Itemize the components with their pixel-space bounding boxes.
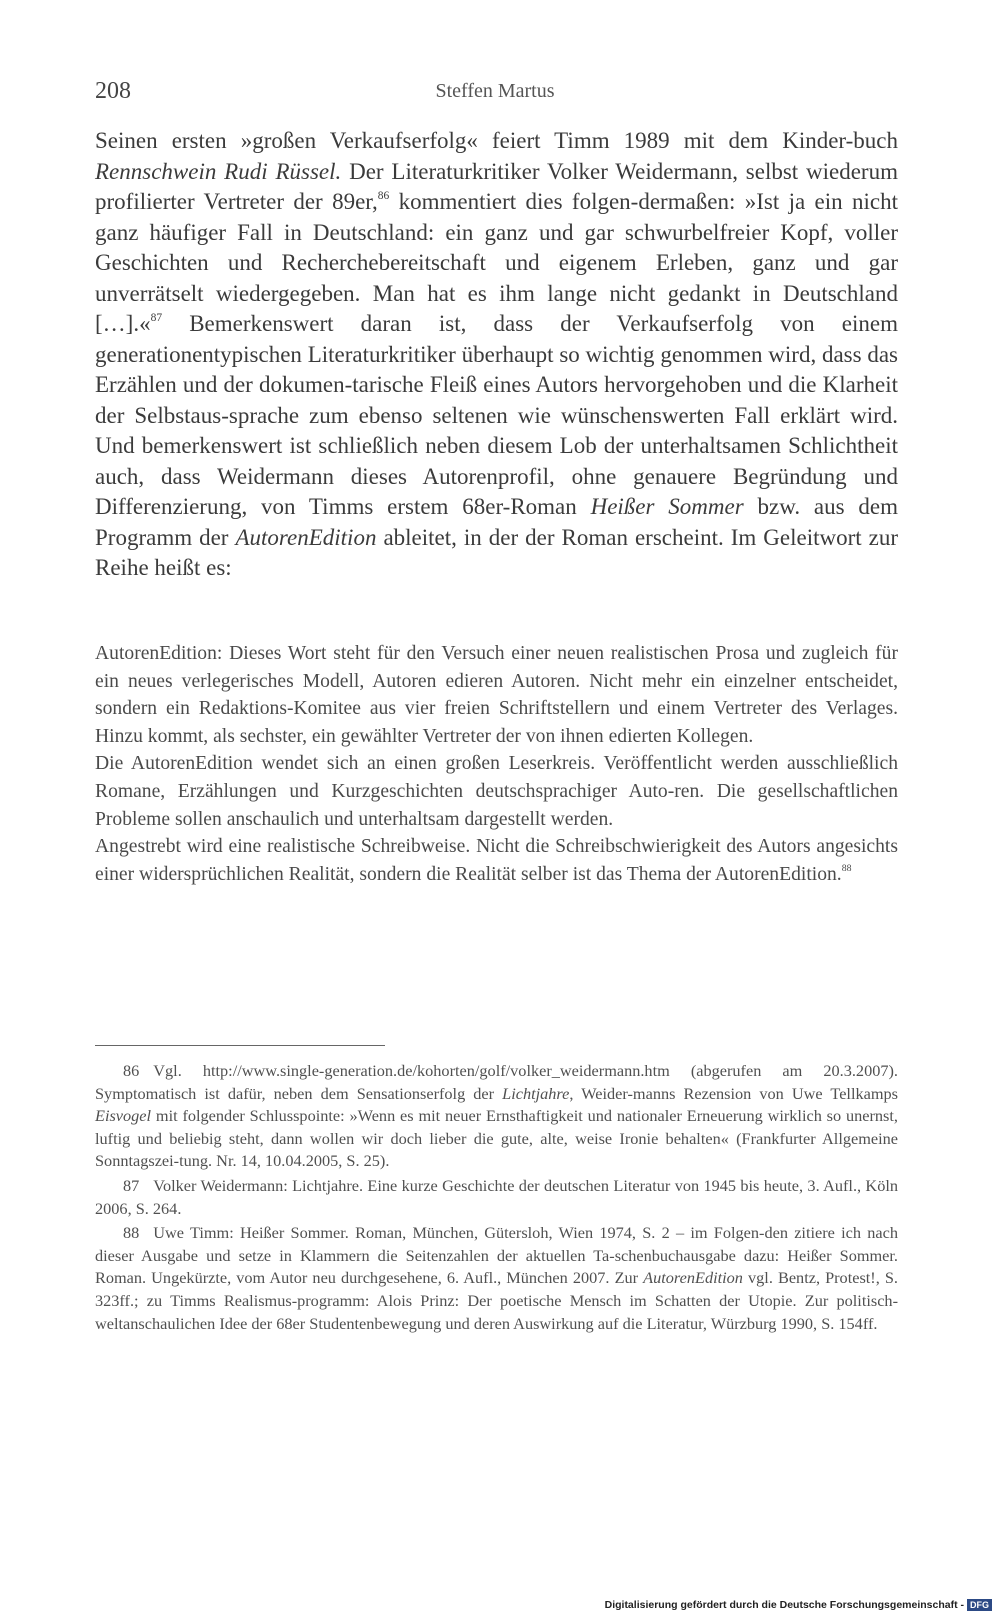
- footnote-text-run: Volker Weidermann: Lichtjahre. Eine kurze Geschichte der deutschen Literatur von 1945 bis heute, 3. Aufl., Köln 2006, S. 264.: [95, 1175, 898, 1218]
- body-paragraph: [95, 126, 898, 584]
- quote-paragraph-3: [95, 833, 898, 888]
- running-head: Steffen Martus: [435, 80, 555, 102]
- digitization-notice: [605, 1599, 992, 1611]
- footnote-ref-86[interactable]: 86: [377, 190, 390, 203]
- footnote-87: [95, 1175, 898, 1220]
- footnote-text-run: , Weider-manns Rezension von Uwe Tellkamps: [569, 1083, 898, 1103]
- footnote-text-run: Vgl. http://www.single-generation.de/kohorten/golf/volker_weidermann.htm (abgerufen am 20.3.2007). Symptomatisch ist dafür, neben dem Sensationserfolg der: [95, 1061, 898, 1103]
- page-header: [95, 78, 895, 108]
- footnote-88: [95, 1222, 898, 1335]
- body-text-run: Der Literaturkritiker Volker Weidermann, selbst wiederum profilierter Vertreter der 89er,: [95, 158, 898, 214]
- body-text: [95, 126, 898, 584]
- footnote-text-run: vgl. Bentz, Protest!, S. 323ff.; zu Timms Realismus-programm: Alois Prinz: Der poetische Mensch im Schatten der Utopie. Zur politisch-weltanschaulichen Idee der 68er Studentenbewegung und deren Auswirkung auf die Literatur, Würzburg 1990, S. 154ff.: [95, 1268, 898, 1333]
- footnote-text-run: mit folgender Schlusspointe: »Wenn es mit neuer Ernsthaftigkeit und nationaler Erneuerung wirklich so unernst, luftig und beliebig steht, dann wollen wir doch lieber die gute, alte, weise Ironie behalten« (Frankfurter Allgemeine Sonntagszei-tung. Nr. 14, 10.04.2005, S. 25).: [95, 1106, 898, 1171]
- footnote-ref-88[interactable]: 88: [841, 863, 852, 875]
- book-title-heisser-sommer: Heißer Sommer: [590, 494, 744, 519]
- quote-paragraph-2: Die AutorenEdition wendet sich an einen großen Leserkreis. Veröffentlicht werden ausschließlich Romane, Erzählungen und Kurzgeschichten deutschsprachiger Auto-ren. Die gesellschaftlichen Probleme sollen anschaulich und unterhaltsam dargestellt werden.: [95, 753, 898, 830]
- footnote-number: 88: [123, 1223, 140, 1243]
- footnotes: [95, 1060, 898, 1337]
- footnote-divider: [95, 1045, 385, 1046]
- footnote-number: 86: [123, 1061, 140, 1080]
- footnote-title: Eisvogel: [95, 1106, 152, 1126]
- footnote-ref-87[interactable]: 87: [150, 312, 163, 325]
- body-text-run: kommentiert dies folgen-dermaßen: »Ist ja ein nicht ganz häufiger Fall in Deutschland: ein ganz und gar schwurbelfreier Kopf, voller Geschichten und Recherchebereitschaft und eigenem Erleben, ganz und gar unverrätselt wiedergegeben. Man hat es ihm lange nicht gedankt in Deutschland […].«: [95, 189, 898, 336]
- footnote-title: AutorenEdition: [643, 1268, 743, 1288]
- series-title-autorenedition: AutorenEdition: [235, 524, 377, 550]
- page-number: 208: [95, 78, 131, 104]
- footnote-title: Lichtjahre: [502, 1083, 570, 1103]
- footnote-86: [95, 1060, 898, 1173]
- dfg-logo: DFG: [967, 1599, 992, 1611]
- body-text-run: ableitet, in der der Roman erscheint. Im Geleitwort zur Reihe heißt es:: [95, 524, 899, 580]
- digitization-notice-text: Digitalisierung gefördert durch die Deutsche Forschungsgemeinschaft -: [604, 1598, 964, 1611]
- quote-text-run: Angestrebt wird eine realistische Schreibweise. Nicht die Schreibschwierigkeit des Autors angesichts einer widersprüchlichen Realität, sondern die Realität selber ist das Thema der AutorenEdition.: [95, 836, 898, 885]
- body-text-run: Seinen ersten »großen Verkaufserfolg« feiert Timm 1989 mit dem Kinder-buch: [95, 128, 898, 153]
- block-quote: [95, 640, 898, 888]
- body-text-run: Bemerkenswert daran ist, dass der Verkaufserfolg von einem generationentypischen Literaturkritiker überhaupt so wichtig genommen wird, dass das Erzählen und der dokumen-tarische Fleiß eines Autors hervorgehoben und die Klarheit der Selbstaus-sprache zum ebenso seltenen wie wünschenswerten Fall erklärt wird. Und bemerkenswert ist schließlich neben diesem Lob der unterhaltsamen Schlichtheit auch, dass Weidermann dieses Autorenprofil, ohne genauere Begründung und Differenzierung, von Timms erstem 68er-Roman: [95, 311, 898, 519]
- footnote-number: 87: [123, 1175, 140, 1195]
- quote-paragraph-1: AutorenEdition: Dieses Wort steht für den Versuch einer neuen realistischen Prosa und zugleich für ein neues verlegerisches Modell, Autoren edieren Autoren. Nicht mehr ein einzelner entscheidet, sondern ein Redaktions-Komitee aus vier freien Schriftstellern und einem Vertreter des Verlages. Hinzu kommt, als sechster, ein gewählter Vertreter der von ihnen edierten Kollegen.: [95, 643, 898, 747]
- book-title-rennschwein: Rennschwein Rudi Rüssel.: [95, 158, 342, 184]
- footnote-text-run: Uwe Timm: Heißer Sommer. Roman, München, Gütersloh, Wien 1974, S. 2 – im Folgen-den zitiere ich nach dieser Ausgabe und setze in Klammern die Seitenzahlen der aktuellen Ta-schenbuchausgabe dazu: Heißer Sommer. Roman. Ungekürzte, vom Autor neu durchgesehene, 6. Aufl., München 2007. Zur: [95, 1223, 898, 1288]
- body-text-run: bzw. aus dem Programm der: [95, 494, 898, 550]
